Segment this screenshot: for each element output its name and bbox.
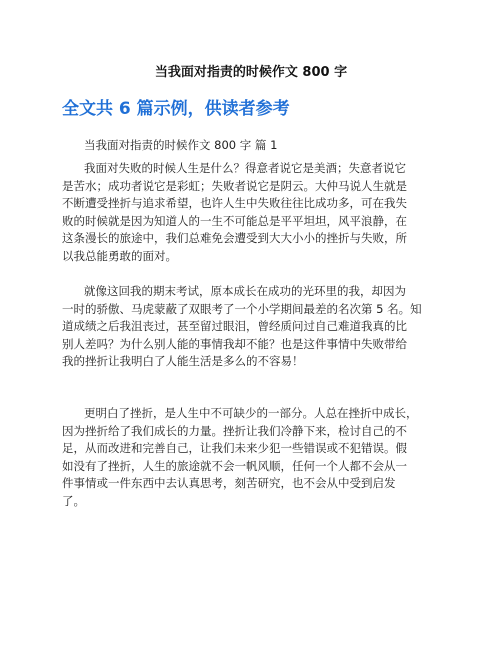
paragraph-2 xyxy=(62,283,452,371)
paragraph-line: 如没有了挫折，人生的旅途就不会一帆风顺，任何一个人都不会从一 xyxy=(62,458,407,473)
paragraph-line: 一时的骄傲、马虎蒙蔽了双眼考了一个小学期间最差的名次第 5 名。知 xyxy=(62,301,422,316)
paragraph-line: 因为挫折给了我们成长的力量。挫折让我们冷静下来，检讨自己的不 xyxy=(62,423,407,438)
paragraph-1 xyxy=(62,160,452,265)
summary-heading: 全文共 6 篇示例，供读者参考 xyxy=(62,99,290,119)
paragraph-line: 更明白了挫折，是人生中不可缺少的一部分。人总在挫折中成长， xyxy=(84,406,418,420)
paragraph-line: 件事情或一件东西中去认真思考，刻苦研究，也不会从中受到启发 xyxy=(62,476,396,490)
paragraph-line: 不断遭受挫折与追求希望，也许人生中失败往往比成功多，可在我失 xyxy=(62,196,407,210)
paragraph-line: 了。 xyxy=(62,493,85,508)
paragraph-line: 这条漫长的旅途中，我们总难免会遭受到大大小小的挫折与失败，所 xyxy=(62,231,407,245)
paragraph-3 xyxy=(62,405,452,510)
paragraph-line: 是苦水；成功者说它是彩虹；失败者说它是阴云。大仲马说人生就是 xyxy=(62,178,407,193)
paragraph-line: 足，从而改进和完善自己，让我们未来少犯一些错误或不犯错误。假 xyxy=(62,441,407,455)
paragraph-line: 别人差吗？为什么别人能的事情我却不能？也是这件事情中失败带给 xyxy=(62,336,407,351)
paragraph-line: 就像这回我的期末考试，原本成长在成功的光环里的我，却因为 xyxy=(84,284,406,298)
document-title: 当我面对指责的时候作文 800 字 xyxy=(154,65,348,80)
paragraph-line: 道成绩之后我沮丧过，甚至留过眼泪，曾经质问过自己难道我真的比 xyxy=(62,319,407,333)
section-heading: 当我面对指责的时候作文 800 字 篇 1 xyxy=(84,138,278,152)
paragraph-line: 以我总能勇敢的面对。 xyxy=(62,248,177,263)
paragraph-line: 我面对失败的时候人生是什么？得意者说它是美酒；失意者说它 xyxy=(84,161,406,175)
paragraph-line: 败的时候就是因为知道人的一生不可能总是平平坦坦，风平浪静，在 xyxy=(62,213,407,228)
paragraph-line: 我的挫折让我明白了人能生活是多么的不容易！ xyxy=(62,354,304,368)
